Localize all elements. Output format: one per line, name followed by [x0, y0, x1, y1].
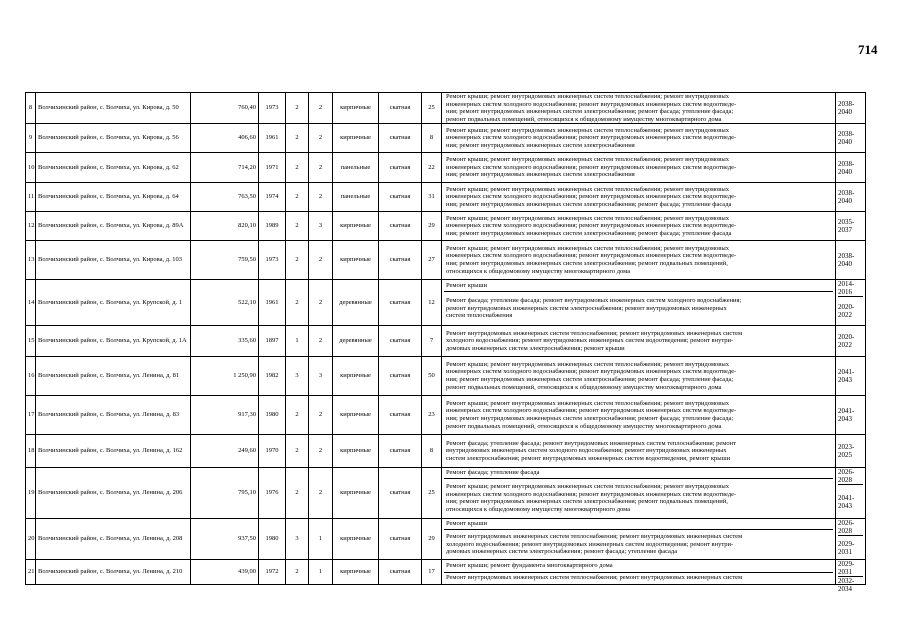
roof-cell: скатная	[379, 124, 422, 153]
works-block	[444, 124, 833, 152]
address-cell: Волчихинский район, с. Волчиха, ул. Крупской, д. 1А	[36, 326, 191, 357]
apartments-cell: 50	[422, 357, 442, 396]
area-cell: 763,50	[191, 183, 259, 212]
row-number: 14	[26, 280, 36, 326]
table-row	[26, 435, 866, 468]
works-line: систем теплоснабжения	[446, 312, 513, 320]
housing-registry-table	[25, 92, 866, 593]
works-block	[444, 183, 833, 211]
works-line: систем электроснабжения; ремонт внутридомовых инженерных систем водоотведения, ремонт крыши	[446, 454, 731, 462]
material-cell: кирпичные	[333, 396, 379, 435]
address-cell: Волчихинский район, с. Волчиха, ул. Ленина, д. 210	[36, 560, 191, 585]
works-line: Ремонт крыши; ремонт фундамента многоквартирного дома	[446, 561, 613, 569]
works-line: Ремонт внутридомовых инженерных систем теплоснабжения; ремонт внутридомовых инженерных систем	[446, 329, 743, 337]
period-value: 2041-2043	[838, 484, 863, 518]
works-line: Ремонт крыши; ремонт внутридомовых инженерных систем теплоснабжения; ремонт внутридомовых	[446, 214, 729, 222]
entrances-cell: 2	[309, 153, 333, 183]
area-cell: 522,10	[191, 280, 259, 326]
period-value: 2032-2034	[838, 576, 863, 593]
works-line: Ремонт крыши	[446, 520, 487, 528]
apartments-cell: 29	[422, 519, 442, 560]
row-number: 10	[26, 153, 36, 183]
address-cell: Волчихинский район, с. Волчиха, ул. Кирова, д. 89А	[36, 212, 191, 241]
works-block	[444, 435, 833, 467]
works-line: инженерных систем холодного водоснабжения; ремонт внутридомовых инженерных систем водоотведе-	[446, 407, 737, 415]
works-cell	[442, 357, 836, 396]
area-cell: 937,50	[191, 519, 259, 560]
year-cell: 1980	[259, 396, 286, 435]
works-block	[444, 241, 833, 279]
address-cell: Волчихинский район, с. Волчиха, ул. Кирова, д. 56	[36, 124, 191, 153]
works-block	[444, 529, 833, 559]
row-number: 16	[26, 357, 36, 396]
period-cell	[836, 212, 866, 241]
apartments-cell: 22	[422, 153, 442, 183]
roof-cell: скатная	[379, 519, 422, 560]
period-value: 2041-2043	[838, 407, 855, 423]
works-line: Ремонт крыши; ремонт внутридомовых инженерных систем теплоснабжения; ремонт внутридомовых	[446, 399, 729, 407]
apartments-cell: 25	[422, 93, 442, 124]
roof-cell: скатная	[379, 468, 422, 519]
table-row	[26, 124, 866, 153]
works-line: Ремонт крыши; ремонт внутридомовых инженерных систем теплоснабжения; ремонт внутридомовых	[446, 360, 729, 368]
area-cell: 795,10	[191, 468, 259, 519]
works-block	[444, 572, 833, 585]
works-line: внутридомовых инженерных систем холодного водоснабжения; ремонт внутридомовых инженерных	[446, 447, 727, 455]
works-line: ремонт подвальных помещений, относящихся к общедомовому имуществу многоквартирного дома	[446, 115, 722, 123]
floors-cell: 2	[286, 153, 309, 183]
material-cell: деревянные	[333, 326, 379, 357]
year-cell: 1897	[259, 326, 286, 357]
works-line: ния; ремонт внутридомовых инженерных систем электроснабжения	[446, 171, 635, 179]
works-cell	[442, 183, 836, 212]
works-block	[444, 357, 833, 395]
year-cell: 1976	[259, 468, 286, 519]
period-cell	[836, 435, 866, 468]
works-line: Ремонт крыши; ремонт внутридомовых инженерных систем теплоснабжения; ремонт внутридомовых	[446, 185, 729, 193]
material-cell: кирпичные	[333, 435, 379, 468]
works-block	[444, 291, 833, 325]
works-line: холодного водоснабжения; ремонт внутридомовых инженерных систем водоотведения; ремонт внутри-	[446, 337, 734, 345]
table-row	[26, 212, 866, 241]
works-cell	[442, 241, 836, 280]
works-cell	[442, 93, 836, 124]
table-row	[26, 396, 866, 435]
year-cell: 1970	[259, 435, 286, 468]
floors-cell: 1	[286, 326, 309, 357]
address-cell: Волчихинский район, с. Волчиха, ул. Крупской, д. 1	[36, 280, 191, 326]
works-line: Ремонт крыши; ремонт внутридомовых инженерных систем теплоснабжения; ремонт внутридомовых	[446, 244, 729, 252]
period-value: 2038-2040	[838, 159, 855, 176]
works-line: Ремонт крыши; ремонт внутридомовых инженерных систем теплоснабжения; ремонт внутридомовых	[446, 126, 729, 134]
works-cell	[442, 560, 836, 585]
table-row	[26, 280, 866, 326]
entrances-cell: 1	[309, 519, 333, 560]
table-row	[26, 153, 866, 183]
entrances-cell: 2	[309, 183, 333, 212]
works-cell	[442, 468, 836, 519]
material-cell: кирпичные	[333, 560, 379, 585]
period-value: 2029-2031	[838, 560, 855, 576]
works-line: холодного водоснабжения; ремонт внутридомовых инженерных систем водоотведения; ремонт внутри-	[446, 540, 734, 548]
works-line: Ремонт крыши; ремонт внутридомовых инженерных систем теплоснабжения; ремонт внутридомовых	[446, 93, 729, 100]
period-value: 2020-2022	[838, 296, 863, 325]
year-cell: 1973	[259, 93, 286, 124]
apartments-cell: 29	[422, 212, 442, 241]
area-cell: 335,60	[191, 326, 259, 357]
works-line: ния; ремонт внутридомовых инженерных систем электроснабжения	[446, 141, 635, 149]
works-block	[444, 560, 833, 572]
period-value: 2023-2025	[838, 443, 855, 459]
roof-cell: скатная	[379, 560, 422, 585]
year-cell: 1973	[259, 241, 286, 280]
floors-cell: 3	[286, 519, 309, 560]
works-line: Ремонт крыши	[446, 281, 487, 289]
material-cell: кирпичные	[333, 357, 379, 396]
works-line: инженерных систем холодного водоснабжения; ремонт внутридомовых инженерных систем водоотведе-	[446, 490, 737, 498]
works-block	[444, 280, 833, 291]
floors-cell: 2	[286, 212, 309, 241]
year-cell: 1961	[259, 124, 286, 153]
address-cell: Волчихинский район, с. Волчиха, ул. Ленина, д. 162	[36, 435, 191, 468]
material-cell: кирпичные	[333, 93, 379, 124]
material-cell: кирпичные	[333, 241, 379, 280]
works-block	[444, 326, 833, 356]
material-cell: кирпичные	[333, 468, 379, 519]
area-cell: 917,30	[191, 396, 259, 435]
works-line: инженерных систем холодного водоснабжения; ремонт внутридомовых инженерных систем водоотведе-	[446, 368, 737, 376]
address-cell: Волчихинский район, с. Волчиха, ул. Кирова, д. 64	[36, 183, 191, 212]
year-cell: 1989	[259, 212, 286, 241]
roof-cell: скатная	[379, 396, 422, 435]
apartments-cell: 8	[422, 435, 442, 468]
area-cell: 820,10	[191, 212, 259, 241]
works-line: инженерных систем холодного водоснабжения; ремонт внутридомовых инженерных систем водоотведе-	[446, 163, 737, 171]
period-value: 2038-2040	[838, 252, 855, 268]
works-cell	[442, 280, 836, 326]
area-cell: 759,50	[191, 241, 259, 280]
apartments-cell: 25	[422, 468, 442, 519]
address-cell: Волчихинский район, с. Волчиха, ул. Ленина, д. 206	[36, 468, 191, 519]
works-line: инженерных систем холодного водоснабжения; ремонт внутридомовых инженерных систем водоотведе-	[446, 252, 737, 260]
works-cell	[442, 212, 836, 241]
area-cell: 714,20	[191, 153, 259, 183]
entrances-cell: 2	[309, 93, 333, 124]
row-number: 15	[26, 326, 36, 357]
roof-cell: скатная	[379, 241, 422, 280]
works-block	[444, 212, 833, 240]
works-line: ния; ремонт внутридомовых инженерных систем электроснабжения; ремонт фасада; утепление фасада;	[446, 415, 734, 422]
area-cell: 439,00	[191, 560, 259, 585]
apartments-cell: 12	[422, 280, 442, 326]
period-cell	[836, 519, 866, 560]
material-cell: кирпичные	[333, 124, 379, 153]
period-value: 2026-2028	[838, 468, 855, 484]
entrances-cell: 2	[309, 396, 333, 435]
table-row	[26, 560, 866, 585]
roof-cell: скатная	[379, 183, 422, 212]
period-cell	[836, 396, 866, 435]
period-cell	[836, 468, 866, 519]
roof-cell: скатная	[379, 280, 422, 326]
period-cell	[836, 93, 866, 124]
works-line: ния; ремонт внутридомовых инженерных систем электроснабжения; ремонт фасада; утепление фасада;	[446, 108, 734, 116]
table-row	[26, 241, 866, 280]
material-cell: кирпичные	[333, 212, 379, 241]
apartments-cell: 17	[422, 560, 442, 585]
works-line: Ремонт внутридомовых инженерных систем теплоснабжения; ремонт внутридомовых инженерных систем	[446, 532, 743, 540]
works-cell	[442, 396, 836, 435]
period-cell	[836, 124, 866, 153]
works-line: домовых инженерных систем электроснабжения; ремонт фасада; утепление фасада	[446, 548, 678, 556]
row-number: 12	[26, 212, 36, 241]
period-value: 2014-2016	[838, 280, 855, 296]
works-cell	[442, 326, 836, 357]
table-row	[26, 183, 866, 212]
works-block	[444, 153, 833, 182]
works-cell	[442, 124, 836, 153]
row-number: 13	[26, 241, 36, 280]
works-line: инженерных систем холодного водоснабжения; ремонт внутридомовых инженерных систем водоотведе-	[446, 100, 737, 108]
floors-cell: 2	[286, 93, 309, 124]
area-cell: 249,60	[191, 435, 259, 468]
works-line: относящихся к общедомовому имуществу многоквартирного дома	[446, 505, 631, 513]
works-line: инженерных систем холодного водоснабжения; ремонт внутридомовых инженерных систем водоотведе-	[446, 193, 737, 201]
works-line: ния; ремонт внутридомовых инженерных систем электроснабжения; ремонт фасада; утепление фасада	[446, 200, 732, 208]
entrances-cell: 2	[309, 124, 333, 153]
entrances-cell: 1	[309, 560, 333, 585]
period-cell	[836, 357, 866, 396]
entrances-cell: 2	[309, 468, 333, 519]
entrances-cell: 3	[309, 357, 333, 396]
period-value: 2029-2031	[838, 535, 863, 559]
floors-cell: 2	[286, 280, 309, 326]
year-cell: 1982	[259, 357, 286, 396]
roof-cell: скатная	[379, 435, 422, 468]
roof-cell: скатная	[379, 326, 422, 357]
period-cell	[836, 241, 866, 280]
table-row	[26, 93, 866, 124]
year-cell: 1972	[259, 560, 286, 585]
period-value: 2035-2037	[838, 218, 855, 234]
roof-cell: скатная	[379, 93, 422, 124]
works-line: Ремонт фасада; утепление фасада; ремонт внутридомовых инженерных систем холодного водоснабжения;	[446, 297, 742, 305]
period-value: 2038-2040	[838, 130, 855, 146]
period-cell	[836, 560, 866, 593]
floors-cell: 2	[286, 241, 309, 280]
area-cell: 1 250,90	[191, 357, 259, 396]
works-block	[444, 93, 833, 123]
works-cell	[442, 519, 836, 560]
roof-cell: скатная	[379, 212, 422, 241]
apartments-cell: 8	[422, 124, 442, 153]
entrances-cell: 2	[309, 435, 333, 468]
table-row	[26, 357, 866, 396]
works-cell	[442, 435, 836, 468]
address-cell: Волчихинский район, с. Волчиха, ул. Кирова, д. 62	[36, 153, 191, 183]
works-block	[444, 478, 833, 518]
address-cell: Волчихинский район, с. Волчиха, ул. Ленина, д. 208	[36, 519, 191, 560]
row-number: 11	[26, 183, 36, 212]
year-cell: 1974	[259, 183, 286, 212]
address-cell: Волчихинский район, с. Волчиха, ул. Ленина, д. 81	[36, 357, 191, 396]
works-line: Ремонт внутридомовых инженерных систем теплоснабжения; ремонт внутридомовых инженерных систем	[446, 574, 743, 582]
material-cell: деревянные	[333, 280, 379, 326]
row-number: 18	[26, 435, 36, 468]
floors-cell: 2	[286, 468, 309, 519]
works-line: Ремонт фасада; утепление фасада	[446, 469, 540, 477]
row-number: 21	[26, 560, 36, 585]
address-cell: Волчихинский район, с. Волчиха, ул. Кирова, д. 103	[36, 241, 191, 280]
works-line: ния; ремонт внутридомовых инженерных систем электроснабжения; ремонт подвальных помещений,	[446, 260, 728, 267]
period-cell	[836, 326, 866, 357]
roof-cell: скатная	[379, 153, 422, 183]
material-cell: панельные	[333, 153, 379, 183]
row-number: 19	[26, 468, 36, 519]
row-number: 17	[26, 396, 36, 435]
table-row	[26, 326, 866, 357]
period-cell	[836, 280, 866, 326]
apartments-cell: 23	[422, 396, 442, 435]
entrances-cell: 2	[309, 241, 333, 280]
floors-cell: 2	[286, 124, 309, 153]
area-cell: 406,60	[191, 124, 259, 153]
row-number: 8	[26, 93, 36, 124]
table-row	[26, 519, 866, 560]
period-value: 2038-2040	[838, 189, 855, 205]
material-cell: панельные	[333, 183, 379, 212]
row-number: 20	[26, 519, 36, 560]
period-value: 2038-2040	[838, 100, 855, 116]
works-line: Ремонт крыши; ремонт внутридомовых инженерных систем теплоснабжения; ремонт внутридомовых	[446, 483, 729, 491]
roof-cell: скатная	[379, 357, 422, 396]
works-line: ремонт подвальных помещений, относящихся к общедомовому имуществу многоквартирного дома	[446, 422, 722, 430]
year-cell: 1971	[259, 153, 286, 183]
works-line: домовых инженерных систем электроснабжения; ремонт крыши	[446, 344, 625, 352]
works-line: ремонт внутридомовых инженерных систем электроснабжения; ремонт внутридомовых инженерных	[446, 304, 727, 312]
floors-cell: 2	[286, 560, 309, 585]
works-line: ния; ремонт внутридомовых инженерных систем электроснабжения; ремонт подвальных помещений,	[446, 498, 728, 506]
period-value: 2026-2028	[838, 519, 855, 535]
works-line: инженерных систем холодного водоснабжения; ремонт внутридомовых инженерных систем водоотведе-	[446, 222, 737, 230]
floors-cell: 2	[286, 435, 309, 468]
floors-cell: 3	[286, 357, 309, 396]
works-line: ния; ремонт внутридомовых инженерных систем электроснабжения; ремонт фасада; утепление фасада;	[446, 376, 734, 383]
floors-cell: 2	[286, 396, 309, 435]
page-number: 714	[858, 42, 878, 57]
area-cell: 760,40	[191, 93, 259, 124]
works-line: Ремонт фасада; утепление фасада; ремонт внутридомовых инженерных систем теплоснабжения; ремонт	[446, 439, 736, 447]
table-body	[26, 93, 866, 593]
works-line: инженерных систем холодного водоснабжения; ремонт внутридомовых инженерных систем водоотведе-	[446, 134, 737, 142]
period-value: 2041-2043	[838, 368, 855, 384]
year-cell: 1961	[259, 280, 286, 326]
apartments-cell: 27	[422, 241, 442, 280]
works-cell	[442, 153, 836, 183]
apartments-cell: 7	[422, 326, 442, 357]
address-cell: Волчихинский район, с. Волчиха, ул. Кирова, д. 50	[36, 93, 191, 124]
entrances-cell: 2	[309, 280, 333, 326]
row-number: 9	[26, 124, 36, 153]
address-cell: Волчихинский район, с. Волчиха, ул. Ленина, д. 83	[36, 396, 191, 435]
works-line: Ремонт крыши; ремонт внутридомовых инженерных систем теплоснабжения; ремонт внутридомовых	[446, 156, 729, 164]
works-block	[444, 396, 833, 434]
apartments-cell: 31	[422, 183, 442, 212]
works-line: относящихся к общедомовому имуществу многоквартирного дома	[446, 267, 631, 275]
material-cell: кирпичные	[333, 519, 379, 560]
works-line: ремонт подвальных помещений, относящихся к общедомовому имуществу многоквартирного дома	[446, 383, 722, 391]
period-cell	[836, 183, 866, 212]
works-block	[444, 519, 833, 529]
works-line: ния; ремонт внутридомовых инженерных систем электроснабжения; ремонт фасада; утепление фасада	[446, 229, 732, 237]
works-block	[444, 468, 833, 478]
period-cell	[836, 153, 866, 183]
entrances-cell: 3	[309, 212, 333, 241]
entrances-cell: 2	[309, 326, 333, 357]
year-cell: 1980	[259, 519, 286, 560]
floors-cell: 2	[286, 183, 309, 212]
period-value: 2020-2022	[838, 333, 855, 349]
table-row	[26, 468, 866, 519]
